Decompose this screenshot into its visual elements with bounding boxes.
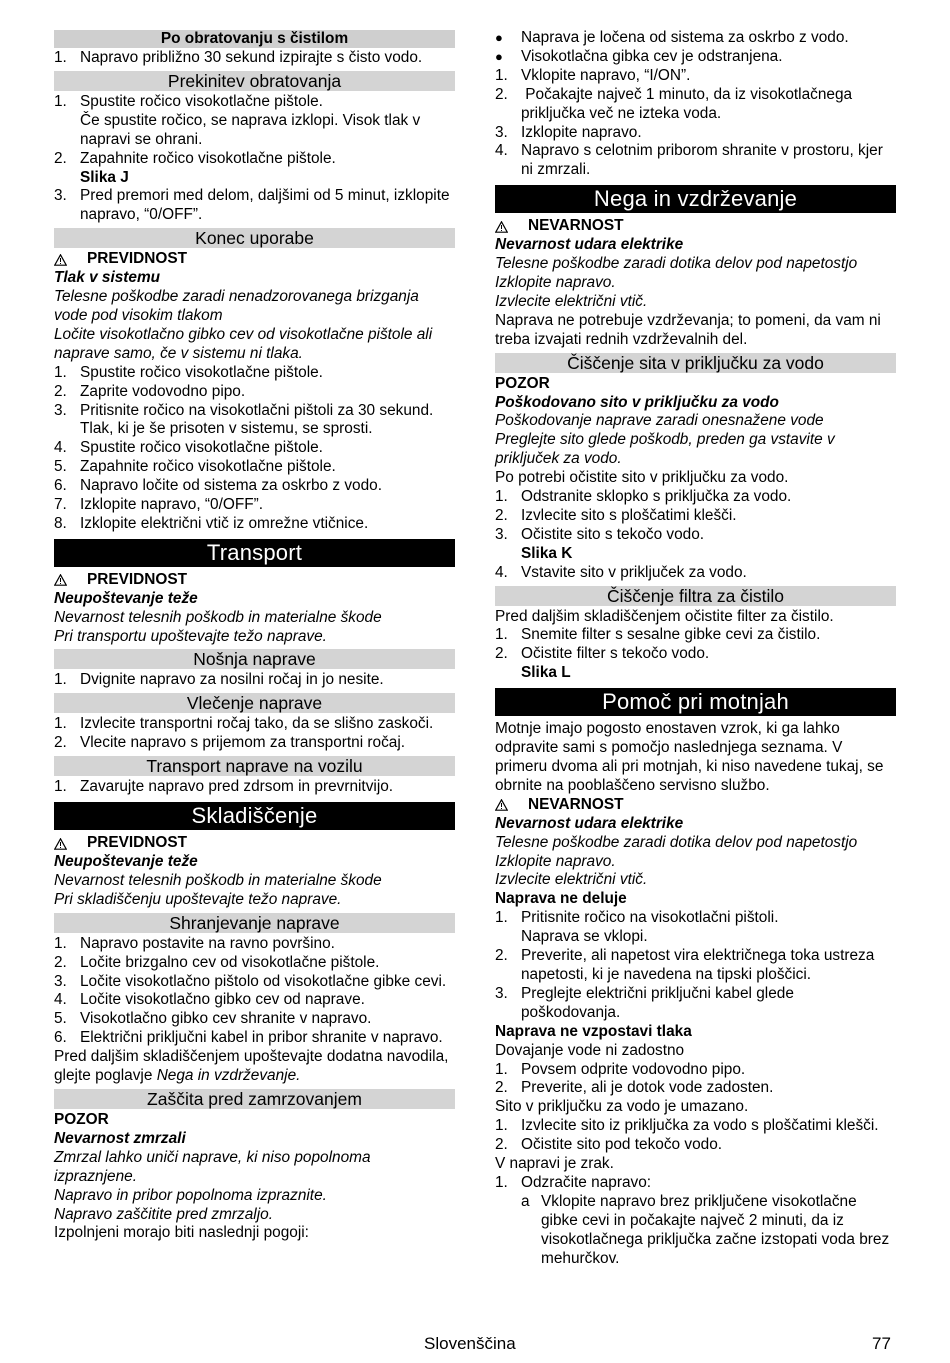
paragraph: Motnje imajo pogosto enostaven vzrok, ki ga lahko odpravite sami s pomočjo naslednjega seznama. V primeru dvoma ali pri motnjah, ki niso navedene tukaj, se obrnite na pooblaščeno servisno službo. bbox=[495, 720, 884, 794]
bullet-dot-icon: ● bbox=[495, 30, 503, 45]
warning-title: Neupoštevanje teže bbox=[54, 853, 198, 870]
warning-label: PREVIDNOST bbox=[54, 834, 455, 853]
list-item: 1. Izvlecite transportni ročaj tako, da se slišno zaskoči. bbox=[54, 715, 434, 733]
list-item: 4. Vstavite sito v priključek za vodo. bbox=[495, 563, 747, 581]
list-item: 2. Očistite filter s tekočo vodo. Slika L bbox=[495, 645, 896, 683]
figure-ref: Slika K bbox=[521, 544, 573, 562]
heading-filter: Čiščenje filtra za čistilo bbox=[495, 586, 896, 606]
heading-transport-vozilo: Transport naprave na vozilu bbox=[54, 756, 455, 776]
list-item: 6. Napravo ločite od sistema za oskrbo z vodo. bbox=[54, 477, 382, 495]
heading-sito: Čiščenje sita v priključku za vodo bbox=[495, 353, 896, 373]
heading-shranjevanje: Shranjevanje naprave bbox=[54, 913, 455, 933]
list-item: 5. Zapahnite ročico visokotlačne pištole. bbox=[54, 458, 336, 476]
warning-triangle-icon bbox=[495, 221, 528, 233]
figure-ref: Slika J bbox=[80, 168, 129, 186]
list-item: 1. Povsem odprite vodovodno pipo. bbox=[495, 1060, 746, 1078]
caution-text: Zmrzal lahko uniči naprave, ki niso popolnoma izpraznjene. bbox=[54, 1148, 371, 1185]
subheading-ne-deluje: Naprava ne deluje bbox=[495, 890, 627, 908]
warning-text: Nevarnost telesnih poškodb in materialne škode bbox=[54, 608, 382, 626]
paragraph: Naprava ne potrebuje vzdrževanja; to pomeni, da vam ni treba izvajati rednih vzdrževalnih del. bbox=[495, 311, 881, 348]
right-column bbox=[495, 29, 896, 1268]
list-item: 2. Preverite, ali je dotok vode zadosten. bbox=[495, 1079, 774, 1097]
caution-title: Poškodovano sito v priključku za vodo bbox=[495, 393, 779, 411]
list-item: 4. Ločite visokotlačno gibko cev od naprave. bbox=[54, 991, 365, 1009]
heading-nega: Nega in vzdrževanje bbox=[495, 185, 896, 213]
heading-prekinitev: Prekinitev obratovanja bbox=[54, 71, 455, 91]
list-item: 3. Pred premori med delom, daljšimi od 5 minut, izklopite napravo, “0/OFF”. bbox=[54, 187, 450, 224]
heading-konec-uporabe: Konec uporabe bbox=[54, 228, 455, 248]
page-number: 77 bbox=[872, 1334, 891, 1353]
list-item: 1. Spustite ročico visokotlačne pištole. Če spustite ročico, se naprava izklopi. Visok tlak v napravi se ohrani. bbox=[54, 92, 421, 148]
storage-note: Pred daljšim skladiščenjem upoštevajte dodatna navodila, glejte poglavje Nega in vzdrževanje. bbox=[54, 1048, 449, 1085]
caution-text: Napravo zaščitite pred zmrzaljo. bbox=[54, 1205, 273, 1223]
danger-text: Izklopite napravo. bbox=[495, 852, 616, 870]
list-item: 1. Spustite ročico visokotlačne pištole. bbox=[54, 363, 323, 381]
warning-text: Ločite visokotlačno gibko cev od visokotlačne pištole ali naprave samo, če v sistemu ni tlaka. bbox=[54, 325, 433, 362]
warning-label: PREVIDNOST bbox=[54, 250, 455, 269]
heading-transport: Transport bbox=[54, 539, 455, 567]
paragraph: Pred daljšim skladiščenjem očistite filter za čistilo. bbox=[495, 607, 834, 625]
cross-reference-link: Nega in vzdrževanje. bbox=[156, 1067, 301, 1085]
bullet-item: ● Visokotlačna gibka cev je odstranjena. bbox=[495, 47, 783, 65]
list-item: 2. Vlecite napravo s prijemom za transportni ročaj. bbox=[54, 734, 406, 752]
list-item: 3. Očistite sito s tekočo vodo. Slika K bbox=[495, 526, 896, 564]
list-item: 3. Ločite visokotlačno pištolo od visokotlačne gibke cevi. bbox=[54, 972, 447, 990]
list-item: 1. Pritisnite ročico na visokotlačni pištoli. Naprava se vklopi. bbox=[495, 909, 779, 946]
list-item: 1. Zavarujte napravo pred zdrsom in prevrnitvijo. bbox=[54, 778, 394, 796]
list-item: 6. Električni priključni kabel in pribor shranite v napravo. bbox=[54, 1029, 443, 1047]
list-item: 1. Odzračite napravo: bbox=[495, 1173, 652, 1191]
list-item: 3. Preglejte električni priključni kabel glede poškodovanja. bbox=[495, 984, 794, 1021]
list-item: 1. Odstranite sklopko s priključka za vodo. bbox=[495, 488, 792, 506]
caution-title: Nevarnost zmrzali bbox=[54, 1129, 186, 1147]
warning-text: Nevarnost telesnih poškodb in materialne škode bbox=[54, 871, 382, 889]
footer-language: Slovenščina bbox=[424, 1334, 516, 1353]
caution-label: POZOR bbox=[495, 374, 550, 392]
list-item: 2. Ločite brizgalno cev od visokotlačne pištole. bbox=[54, 953, 380, 971]
danger-label: NEVARNOST bbox=[495, 217, 896, 236]
list-item: 1. Izvlecite sito iz priključka za vodo s ploščatimi klešči. bbox=[495, 1117, 879, 1135]
list-item: 3. Pritisnite ročico na visokotlačni pištoli za 30 sekund. Tlak, ki je še prisoten v sistemu, se sprosti. bbox=[54, 401, 434, 438]
heading-pomoc: Pomoč pri motnjah bbox=[495, 688, 896, 716]
list-item: 5. Visokotlačno gibko cev shranite v napravo. bbox=[54, 1010, 372, 1028]
list-item: 1. Snemite filter s sesalne gibke cevi za čistilo. bbox=[495, 626, 821, 644]
left-column bbox=[54, 29, 455, 1243]
danger-text: Izvlecite električni vtič. bbox=[495, 871, 648, 889]
danger-text: Izklopite napravo. bbox=[495, 273, 616, 291]
warning-triangle-icon bbox=[54, 574, 87, 586]
list-item: 2. Očistite sito pod tekočo vodo. bbox=[495, 1136, 723, 1154]
caution-text: Poškodovanje naprave zaradi onesnažene vode bbox=[495, 412, 824, 430]
list-item: 3. Izklopite napravo. bbox=[495, 123, 642, 141]
warning-text: Pri transportu upoštevajte težo naprave. bbox=[54, 627, 327, 645]
warning-triangle-icon bbox=[54, 254, 87, 266]
caution-text: Napravo in pribor popolnoma izpraznite. bbox=[54, 1186, 327, 1204]
subheading-ne-vzpostavi-tlaka: Naprava ne vzpostavi tlaka bbox=[495, 1022, 692, 1040]
warning-label: PREVIDNOST bbox=[54, 571, 455, 590]
bullet-item: ● Naprava je ločena od sistema za oskrbo z vodo. bbox=[495, 29, 849, 46]
list-item: 2. Zaprite vodovodno pipo. bbox=[54, 382, 246, 400]
list-item: 7. Izklopite napravo, “0/OFF”. bbox=[54, 496, 264, 514]
cause-text: V napravi je zrak. bbox=[495, 1155, 614, 1173]
danger-label: NEVARNOST bbox=[495, 796, 896, 815]
caution-label: POZOR bbox=[54, 1110, 109, 1128]
paragraph: Izpolnjeni morajo biti naslednji pogoji: bbox=[54, 1224, 309, 1242]
danger-text: Telesne poškodbe zaradi dotika delov pod napetostjo bbox=[495, 255, 858, 273]
list-item: 2. Zapahnite ročico visokotlačne pištole. Slika J bbox=[54, 150, 455, 188]
bullet-dot-icon: ● bbox=[495, 48, 503, 64]
danger-title: Nevarnost udara elektrike bbox=[495, 814, 684, 832]
warning-title: Neupoštevanje teže bbox=[54, 589, 198, 607]
list-item: 8. Izklopite električni vtič iz omrežne vtičnice. bbox=[54, 514, 369, 532]
list-item: 2. Izvlecite sito s ploščatimi klešči. bbox=[495, 506, 737, 524]
cause-text: Sito v priključku za vodo je umazano. bbox=[495, 1098, 749, 1116]
cause-text: Dovajanje vode ni zadostno bbox=[495, 1041, 685, 1059]
heading-skladiscenje: Skladiščenje bbox=[54, 802, 455, 830]
list-item: 4. Spustite ročico visokotlačne pištole. bbox=[54, 439, 323, 457]
list-item: 1. Napravo postavite na ravno površino. bbox=[54, 934, 335, 952]
danger-title: Nevarnost udara elektrike bbox=[495, 236, 684, 254]
heading-nosnja: Nošnja naprave bbox=[54, 649, 455, 669]
warning-text: Telesne poškodbe zaradi nenadzorovanega brizganja vode pod visokim tlakom bbox=[54, 288, 419, 324]
heading-vlecenje: Vlečenje naprave bbox=[54, 693, 455, 713]
list-item: 4. Napravo s celotnim priborom shranite v prostoru, kjer ni zmrzali. bbox=[495, 142, 883, 179]
list-item: 2. Preverite, ali napetost vira električnega toka ustreza napetosti, ki je navedena na tipski ploščici. bbox=[495, 947, 875, 983]
sub-list-item: a Vklopite napravo brez priključene visokotlačne gibke cevi in počakajte največ 2 minuti, da iz visokotlačnega priključka začne izstopati voda brez mehurčkov. bbox=[521, 1192, 890, 1267]
heading-zascita: Zaščita pred zamrzovanjem bbox=[54, 1089, 455, 1109]
warning-triangle-icon bbox=[495, 799, 528, 811]
list-item: 1. Dvignite napravo za nosilni ročaj in jo nesite. bbox=[54, 671, 384, 689]
list-item: 1. Vklopite napravo, “I/ON”. bbox=[495, 66, 691, 84]
paragraph: Po potrebi očistite sito v priključku za vodo. bbox=[495, 469, 789, 487]
warning-title: Tlak v sistemu bbox=[54, 269, 161, 287]
heading-po-obratovanju: Po obratovanju s čistilom bbox=[54, 30, 455, 48]
danger-text: Telesne poškodbe zaradi dotika delov pod napetostjo bbox=[495, 833, 858, 851]
caution-text: Preglejte sito glede poškodb, preden ga vstavite v priključek za vodo. bbox=[495, 431, 835, 468]
figure-ref: Slika L bbox=[521, 664, 571, 682]
danger-text: Izvlecite električni vtič. bbox=[495, 292, 648, 310]
list-item: 1. Napravo približno 30 sekund izpirajte s čisto vodo. bbox=[54, 49, 423, 66]
warning-triangle-icon bbox=[54, 838, 87, 850]
warning-text: Pri skladiščenju upoštevajte težo naprave. bbox=[54, 890, 342, 908]
list-item: 2. Počakajte največ 1 minuto, da iz visokotlačnega priključka več ne izteka voda. bbox=[495, 85, 857, 122]
